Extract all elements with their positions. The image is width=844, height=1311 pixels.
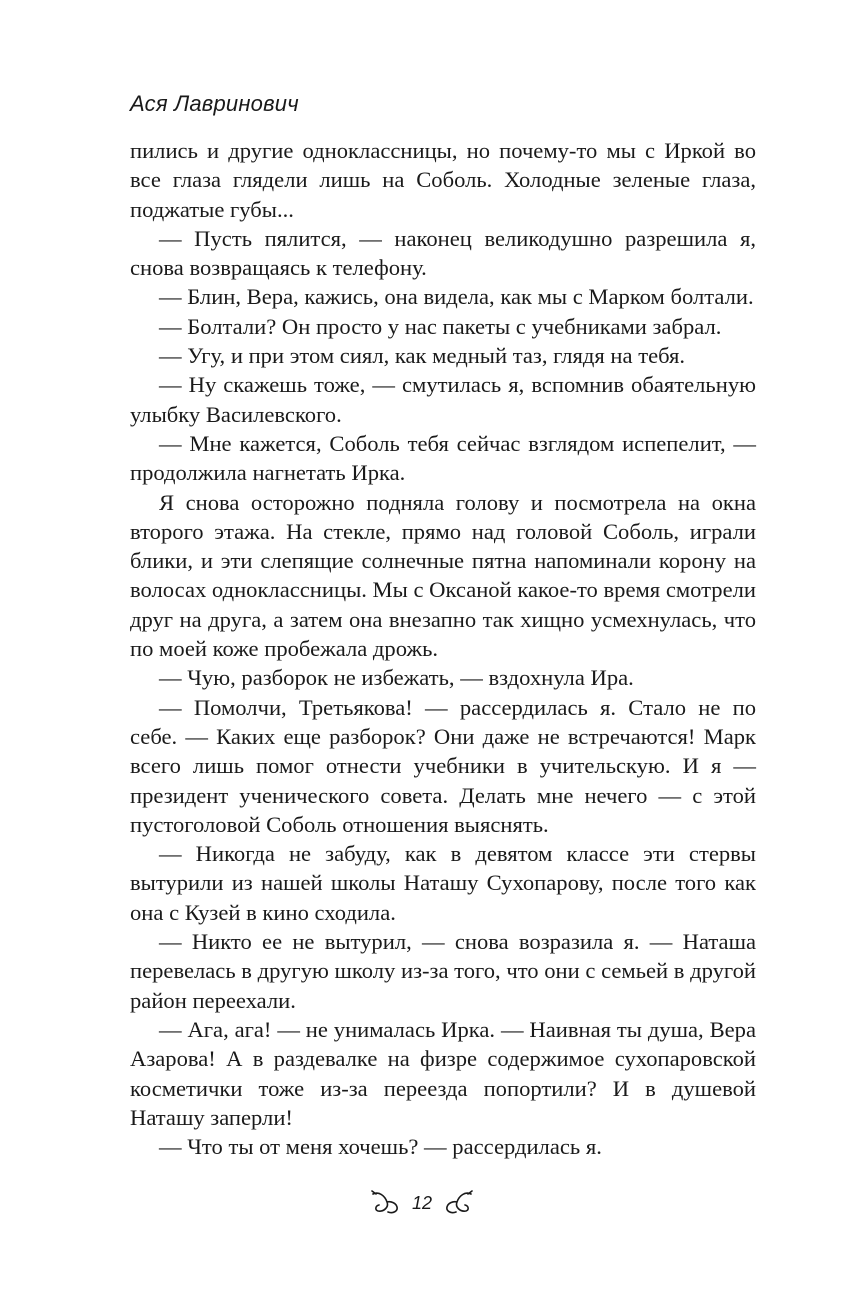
paragraph: пились и другие одноклассницы, но почему-то мы с Иркой во все глаза глядели лишь на Соболь. Холодные зеленые глаза, поджатые губы...	[130, 138, 756, 222]
running-head-author: Ася Лавринович	[130, 91, 299, 116]
page-number: 12	[411, 1193, 433, 1213]
paragraph: — Ага, ага! — не унималась Ирка. — Наивная ты душа, Вера Азарова! А в раздевалке на физре содержимое сухопаровской косметички тоже из-за переезда попортили? И в душевой Наташу заперли!	[130, 1016, 756, 1130]
paragraph: — Никогда не забуду, как в девятом классе эти стервы вытурили из нашей школы Наташу Сухопарову, после того как она с Кузей в кино сходила.	[130, 841, 756, 925]
paragraph: — Угу, и при этом сиял, как медный таз, глядя на тебя.	[159, 343, 686, 369]
paragraph: — Ну скажешь тоже, — смутилась я, вспомнив обаятельную улыбку Василевского.	[130, 372, 756, 427]
paragraph: — Никто ее не вытурил, — снова возразила я. — Наташа перевелась в другую школу из-за того, что они с семьей в другой район переехали.	[130, 929, 756, 1013]
paragraph: — Блин, Вера, кажись, она видела, как мы с Марком болтали.	[159, 284, 754, 310]
paragraph: — Чую, разборок не избежать, — вздохнула Ира.	[159, 665, 634, 691]
paragraph: Я снова осторожно подняла голову и посмотрела на окна второго этажа. На стекле, прямо над головой Соболь, играли блики, и эти слепящие солнечные пятна напоминали корону на волосах одноклассницы. Мы с Оксаной какое-то время смотрели друг на друга, а затем она внезапно так хищно усмехнулась, что по моей коже пробежала дрожь.	[130, 489, 756, 662]
paragraph: — Что ты от меня хочешь? — рассердилась я.	[159, 1134, 602, 1160]
paragraph: — Болтали? Он просто у нас пакеты с учебниками забрал.	[159, 313, 722, 339]
paragraph: — Мне кажется, Соболь тебя сейчас взглядом испепелит, — продолжила нагнетать Ирка.	[130, 430, 756, 486]
paragraph: — Пусть пялится, — наконец великодушно разрешила я, снова возвращаясь к телефону.	[130, 225, 756, 281]
body-text	[130, 136, 756, 1161]
butterfly-right-icon	[444, 1190, 474, 1216]
paragraph: — Помолчи, Третьякова! — рассердилась я. Стало не по себе. — Каких еще разборок? Они даже не встречаются! Марк всего лишь помог отнести учебники в учительскую. И я — президент ученического совета. Делать мне нечего — с этой пустоголовой Соболь отношения выяснять.	[130, 694, 756, 837]
page-footer	[0, 1190, 844, 1216]
butterfly-left-icon	[370, 1190, 400, 1216]
